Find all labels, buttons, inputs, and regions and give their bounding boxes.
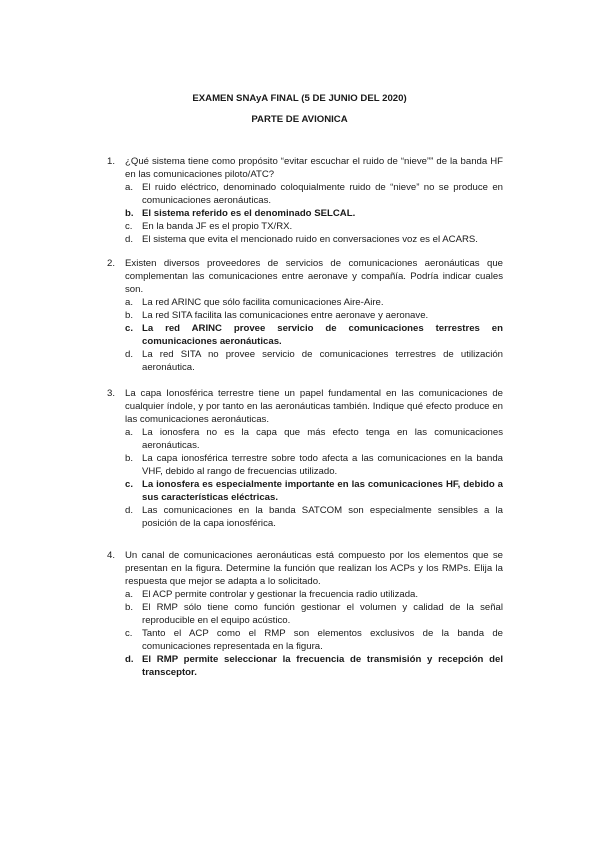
option-letter: d. [125,349,134,360]
option-list [107,181,503,246]
option-list [107,426,503,530]
exam-subtitle: PARTE DE AVIONICA [251,114,348,125]
option-c [107,627,503,653]
question-4 [107,549,503,679]
option-text: Tanto el ACP como el RMP son elementos exclusivos de la banda de comunicaciones representada en la figura. [142,628,503,652]
question-text: Existen diversos proveedores de servicios de comunicaciones aeronáuticas que complementan las comunicaciones entre aeronave y compañía. Podría indicar cuales son. [125,258,503,295]
question-2 [107,257,503,374]
option-letter: b. [125,453,134,464]
question-number: 1. [107,156,116,167]
option-c-correct [107,322,503,348]
option-c [107,220,503,233]
question-text: La capa Ionosférica terrestre tiene un papel fundamental en las comunicaciones de cualquier índole, y por tanto en las aeronáuticas también. Indique qué efecto produce en las comunicaciones aeronáuticas. [125,388,503,425]
option-letter: a. [125,182,134,193]
option-text: El sistema que evita el mencionado ruido en conversaciones voz es el ACARS. [142,234,478,245]
option-text: Las comunicaciones en la banda SATCOM son especialmente sensibles a la posición de la capa ionosférica. [142,505,503,529]
option-text: El RMP sólo tiene como función gestionar el volumen y calidad de la señal reproducible en el equipo acústico. [142,602,503,626]
option-d [107,233,503,246]
option-letter: c. [125,628,133,639]
option-letter: c. [125,323,134,334]
option-letter: d. [125,234,134,245]
question-number: 2. [107,258,116,269]
option-text: El sistema referido es el denominado SELCAL. [142,208,356,219]
question-number: 3. [107,388,116,399]
option-a [107,296,503,309]
option-text: El RMP permite seleccionar la frecuencia de transmisión y recepción del transceptor. [142,654,503,678]
option-d [107,504,503,530]
option-text: La red ARINC provee servicio de comunicaciones terrestres en comunicaciones aeronáuticas. [142,323,503,347]
option-letter: a. [125,589,134,600]
question-3 [107,387,503,530]
exam-title: EXAMEN SNAyA FINAL (5 DE JUNIO DEL 2020) [192,93,407,104]
option-letter: b. [125,310,134,321]
option-b [107,601,503,627]
option-letter: c. [125,479,134,490]
option-text: La red ARINC que sólo facilita comunicaciones Aire-Aire. [142,297,384,308]
option-d-correct [107,653,503,679]
option-d [107,348,503,374]
question-text: ¿Qué sistema tiene como propósito “evitar escuchar el ruido de “nieve”” de la banda HF en las comunicaciones piloto/ATC? [125,156,503,180]
option-letter: c. [125,221,133,232]
option-b-correct [107,207,503,220]
option-text: La ionosfera no es la capa que más efecto tenga en las comunicaciones aeronáuticas. [142,427,503,451]
option-a [107,588,503,601]
question-number: 4. [107,550,116,561]
option-letter: d. [125,505,134,516]
option-letter: b. [125,208,134,219]
option-text: La capa ionosférica terrestre sobre todo afecta a las comunicaciones en la banda VHF, debido al rango de frecuencias utilizado. [142,453,503,477]
option-b [107,309,503,322]
option-text: La red SITA facilita las comunicaciones entre aeronave y aeronave. [142,310,429,321]
option-list [107,588,503,679]
option-list [107,296,503,374]
question-text: Un canal de comunicaciones aeronáuticas está compuesto por los elementos que se presentan en la figura. Determine la función que realizan los ACPs y los RMPs. Elija la respuesta que mejor se adapta a lo solicitado. [125,550,503,587]
option-c-correct [107,478,503,504]
option-letter: a. [125,427,134,438]
option-a [107,426,503,452]
option-b [107,452,503,478]
option-letter: a. [125,297,134,308]
option-a [107,181,503,207]
option-text: El ruido eléctrico, denominado coloquialmente ruido de “nieve” no se produce en comunicaciones aeronáuticas. [142,182,503,206]
question-1 [107,155,503,246]
option-text: En la banda JF es el propio TX/RX. [142,221,293,232]
option-text: La ionosfera es especialmente importante en las comunicaciones HF, debido a sus características eléctricas. [142,479,503,503]
option-letter: d. [125,654,134,665]
option-letter: b. [125,602,134,613]
option-text: El ACP permite controlar y gestionar la frecuencia radio utilizada. [142,589,419,600]
option-text: La red SITA no provee servicio de comunicaciones terrestres de utilización aeronáutica. [142,349,503,373]
